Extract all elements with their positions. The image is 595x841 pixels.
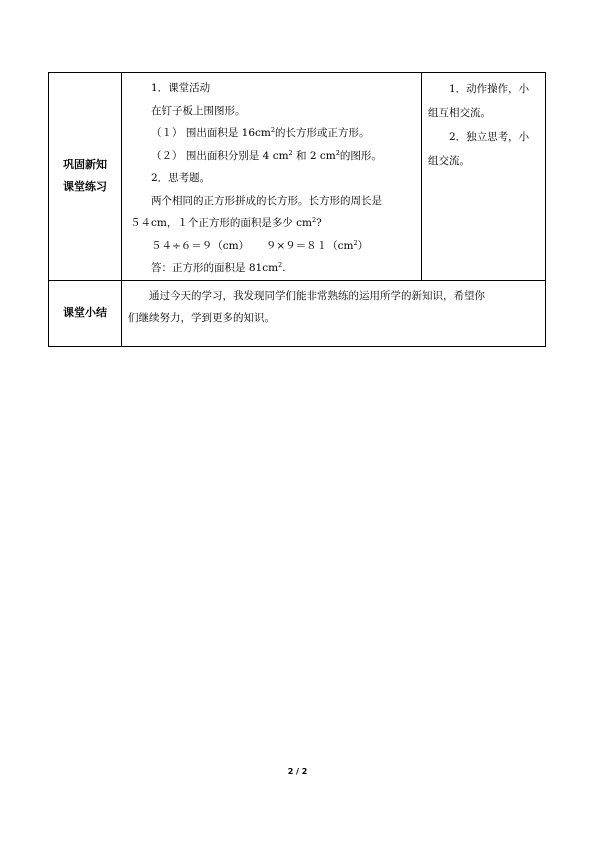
note-line: 组互相交流。 (428, 107, 491, 119)
activity-notes-cell (422, 73, 546, 281)
answer-line: 答：正方形的面积是 $81cm^2$. (151, 261, 286, 274)
activity-item-2: （２） 围出面积分别是 4 $cm^2$ 和 2 $cm^2$的图形。 (151, 148, 382, 162)
row-label: 课堂练习 (63, 180, 107, 194)
content-cell (122, 73, 422, 281)
table-row (49, 280, 546, 346)
summary-line: 通过今天的学习，我发现同学们能非常熟练的运用所学的新知识，希望你 (149, 289, 485, 302)
activity-item-1: （１） 围出面积是 $16cm^2$的长方形或正方形。 (151, 126, 370, 139)
summary-cell (122, 280, 546, 346)
row-label-cell (49, 73, 122, 281)
lesson-table (48, 72, 546, 347)
note-line: 2．独立思考，小 (449, 131, 530, 143)
question-line-1: 两个相同的正方形拼成的长方形。长方形的周长是 (151, 194, 382, 207)
calculation-line: ５４÷６＝９（cm） $9\times 9=81(cm^2)$ (151, 238, 369, 252)
summary-text (122, 281, 545, 330)
row-label: 巩固新知 (63, 158, 107, 172)
page-number: 2 / 2 (287, 767, 308, 776)
question-line-2: ５４cm，１个正方形的面积是多少 $cm^2$? (130, 216, 322, 229)
note-line: 组交流。 (428, 155, 470, 167)
activity-intro: 在钉子板上围图形。 (151, 104, 246, 117)
activity-heading: 1．课堂活动 (151, 82, 211, 94)
row-label-cell (49, 280, 122, 346)
think-heading: 2．思考题。 (151, 172, 211, 184)
summary-line: 们继续努力，学到更多的知识。 (128, 312, 275, 324)
row-label: 课堂小结 (63, 306, 107, 319)
note-line: 1．动作操作，小 (449, 83, 530, 95)
table-row (49, 73, 546, 281)
